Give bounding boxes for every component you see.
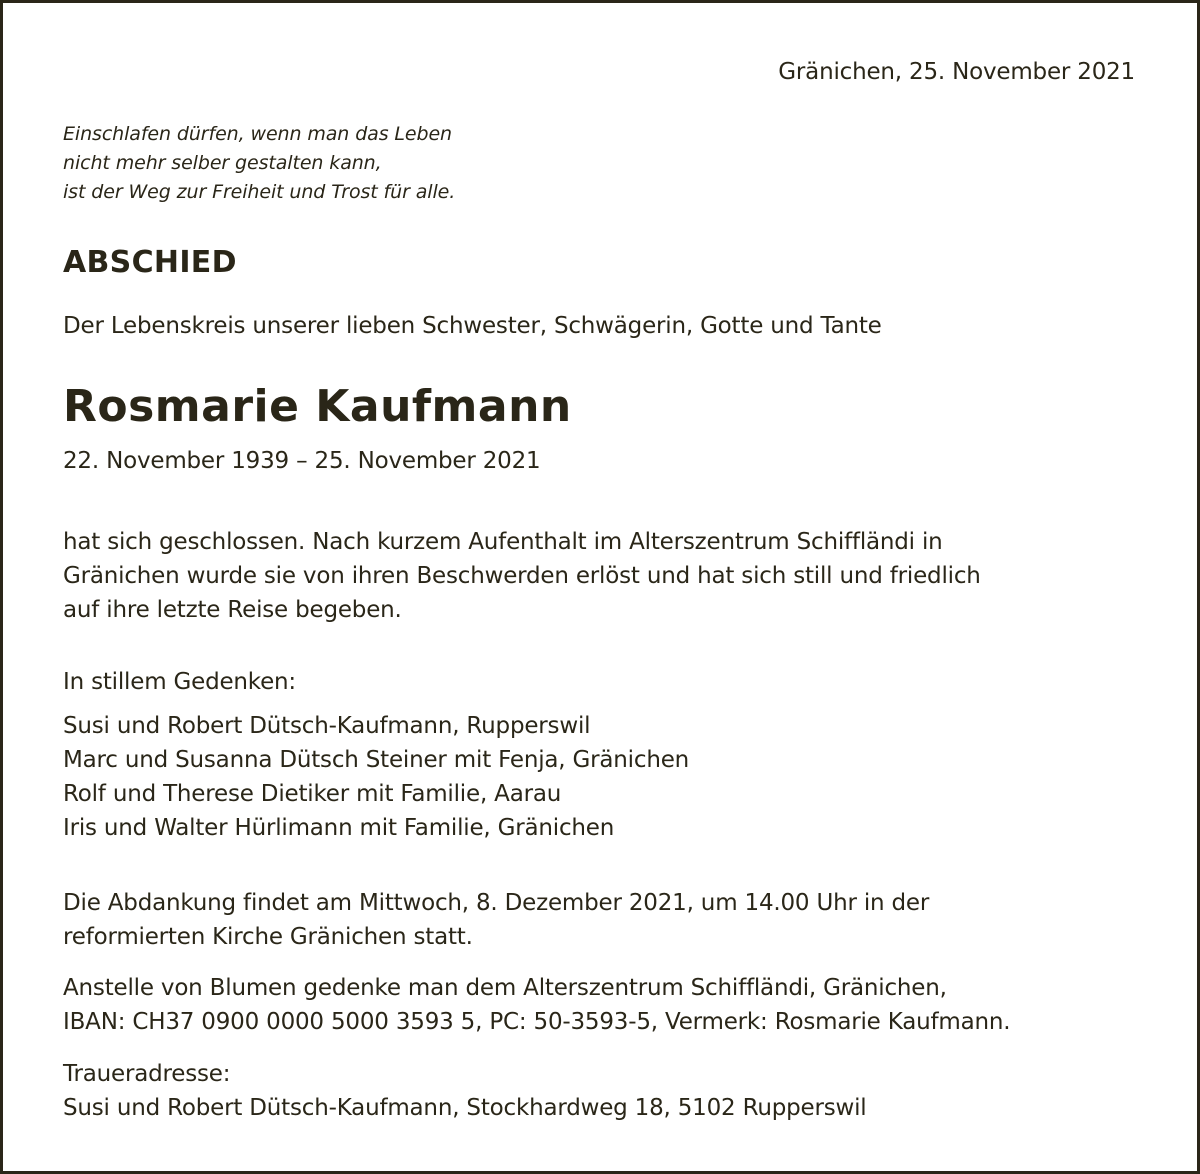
heading: ABSCHIED xyxy=(63,245,237,280)
donation-line: IBAN: CH37 0900 0000 5000 3593 5, PC: 50-3593-5, Vermerk: Rosmarie Kaufmann. xyxy=(63,1009,1011,1035)
quote-line: nicht mehr selber gestalten kann, xyxy=(63,152,382,174)
donation-line: Anstelle von Blumen gedenke man dem Alterszentrum Schiffländi, Gränichen, xyxy=(63,975,947,1001)
deceased-name: Rosmarie Kaufmann xyxy=(63,381,572,432)
mourner-entry: Rolf und Therese Dietiker mit Familie, Aarau xyxy=(63,781,562,807)
place-date: Gränichen, 25. November 2021 xyxy=(778,59,1135,85)
message-line: Gränichen wurde sie von ihren Beschwerden erlöst und hat sich still und friedlich xyxy=(63,563,981,589)
life-dates: 22. November 1939 – 25. November 2021 xyxy=(63,448,541,474)
quote-line: ist der Weg zur Freiheit und Trost für alle. xyxy=(63,181,456,203)
message-line: auf ihre letzte Reise begeben. xyxy=(63,597,402,623)
address-label: Traueradresse: xyxy=(63,1061,231,1087)
service-line: Die Abdankung findet am Mittwoch, 8. Dezember 2021, um 14.00 Uhr in der xyxy=(63,890,930,916)
message-line: hat sich geschlossen. Nach kurzem Aufenthalt im Alterszentrum Schiffländi in xyxy=(63,529,943,555)
quote-line: Einschlafen dürfen, wenn man das Leben xyxy=(63,123,453,145)
mourners-label: In stillem Gedenken: xyxy=(63,669,296,695)
address-value: Susi und Robert Dütsch-Kaufmann, Stockhardweg 18, 5102 Rupperswil xyxy=(63,1095,867,1121)
mourner-entry: Iris und Walter Hürlimann mit Familie, Gränichen xyxy=(63,815,615,841)
service-line: reformierten Kirche Gränichen statt. xyxy=(63,924,473,950)
intro-text: Der Lebenskreis unserer lieben Schwester, Schwägerin, Gotte und Tante xyxy=(63,313,882,339)
mourner-entry: Susi und Robert Dütsch-Kaufmann, Rupperswil xyxy=(63,713,591,739)
mourner-entry: Marc und Susanna Dütsch Steiner mit Fenja, Gränichen xyxy=(63,747,690,773)
